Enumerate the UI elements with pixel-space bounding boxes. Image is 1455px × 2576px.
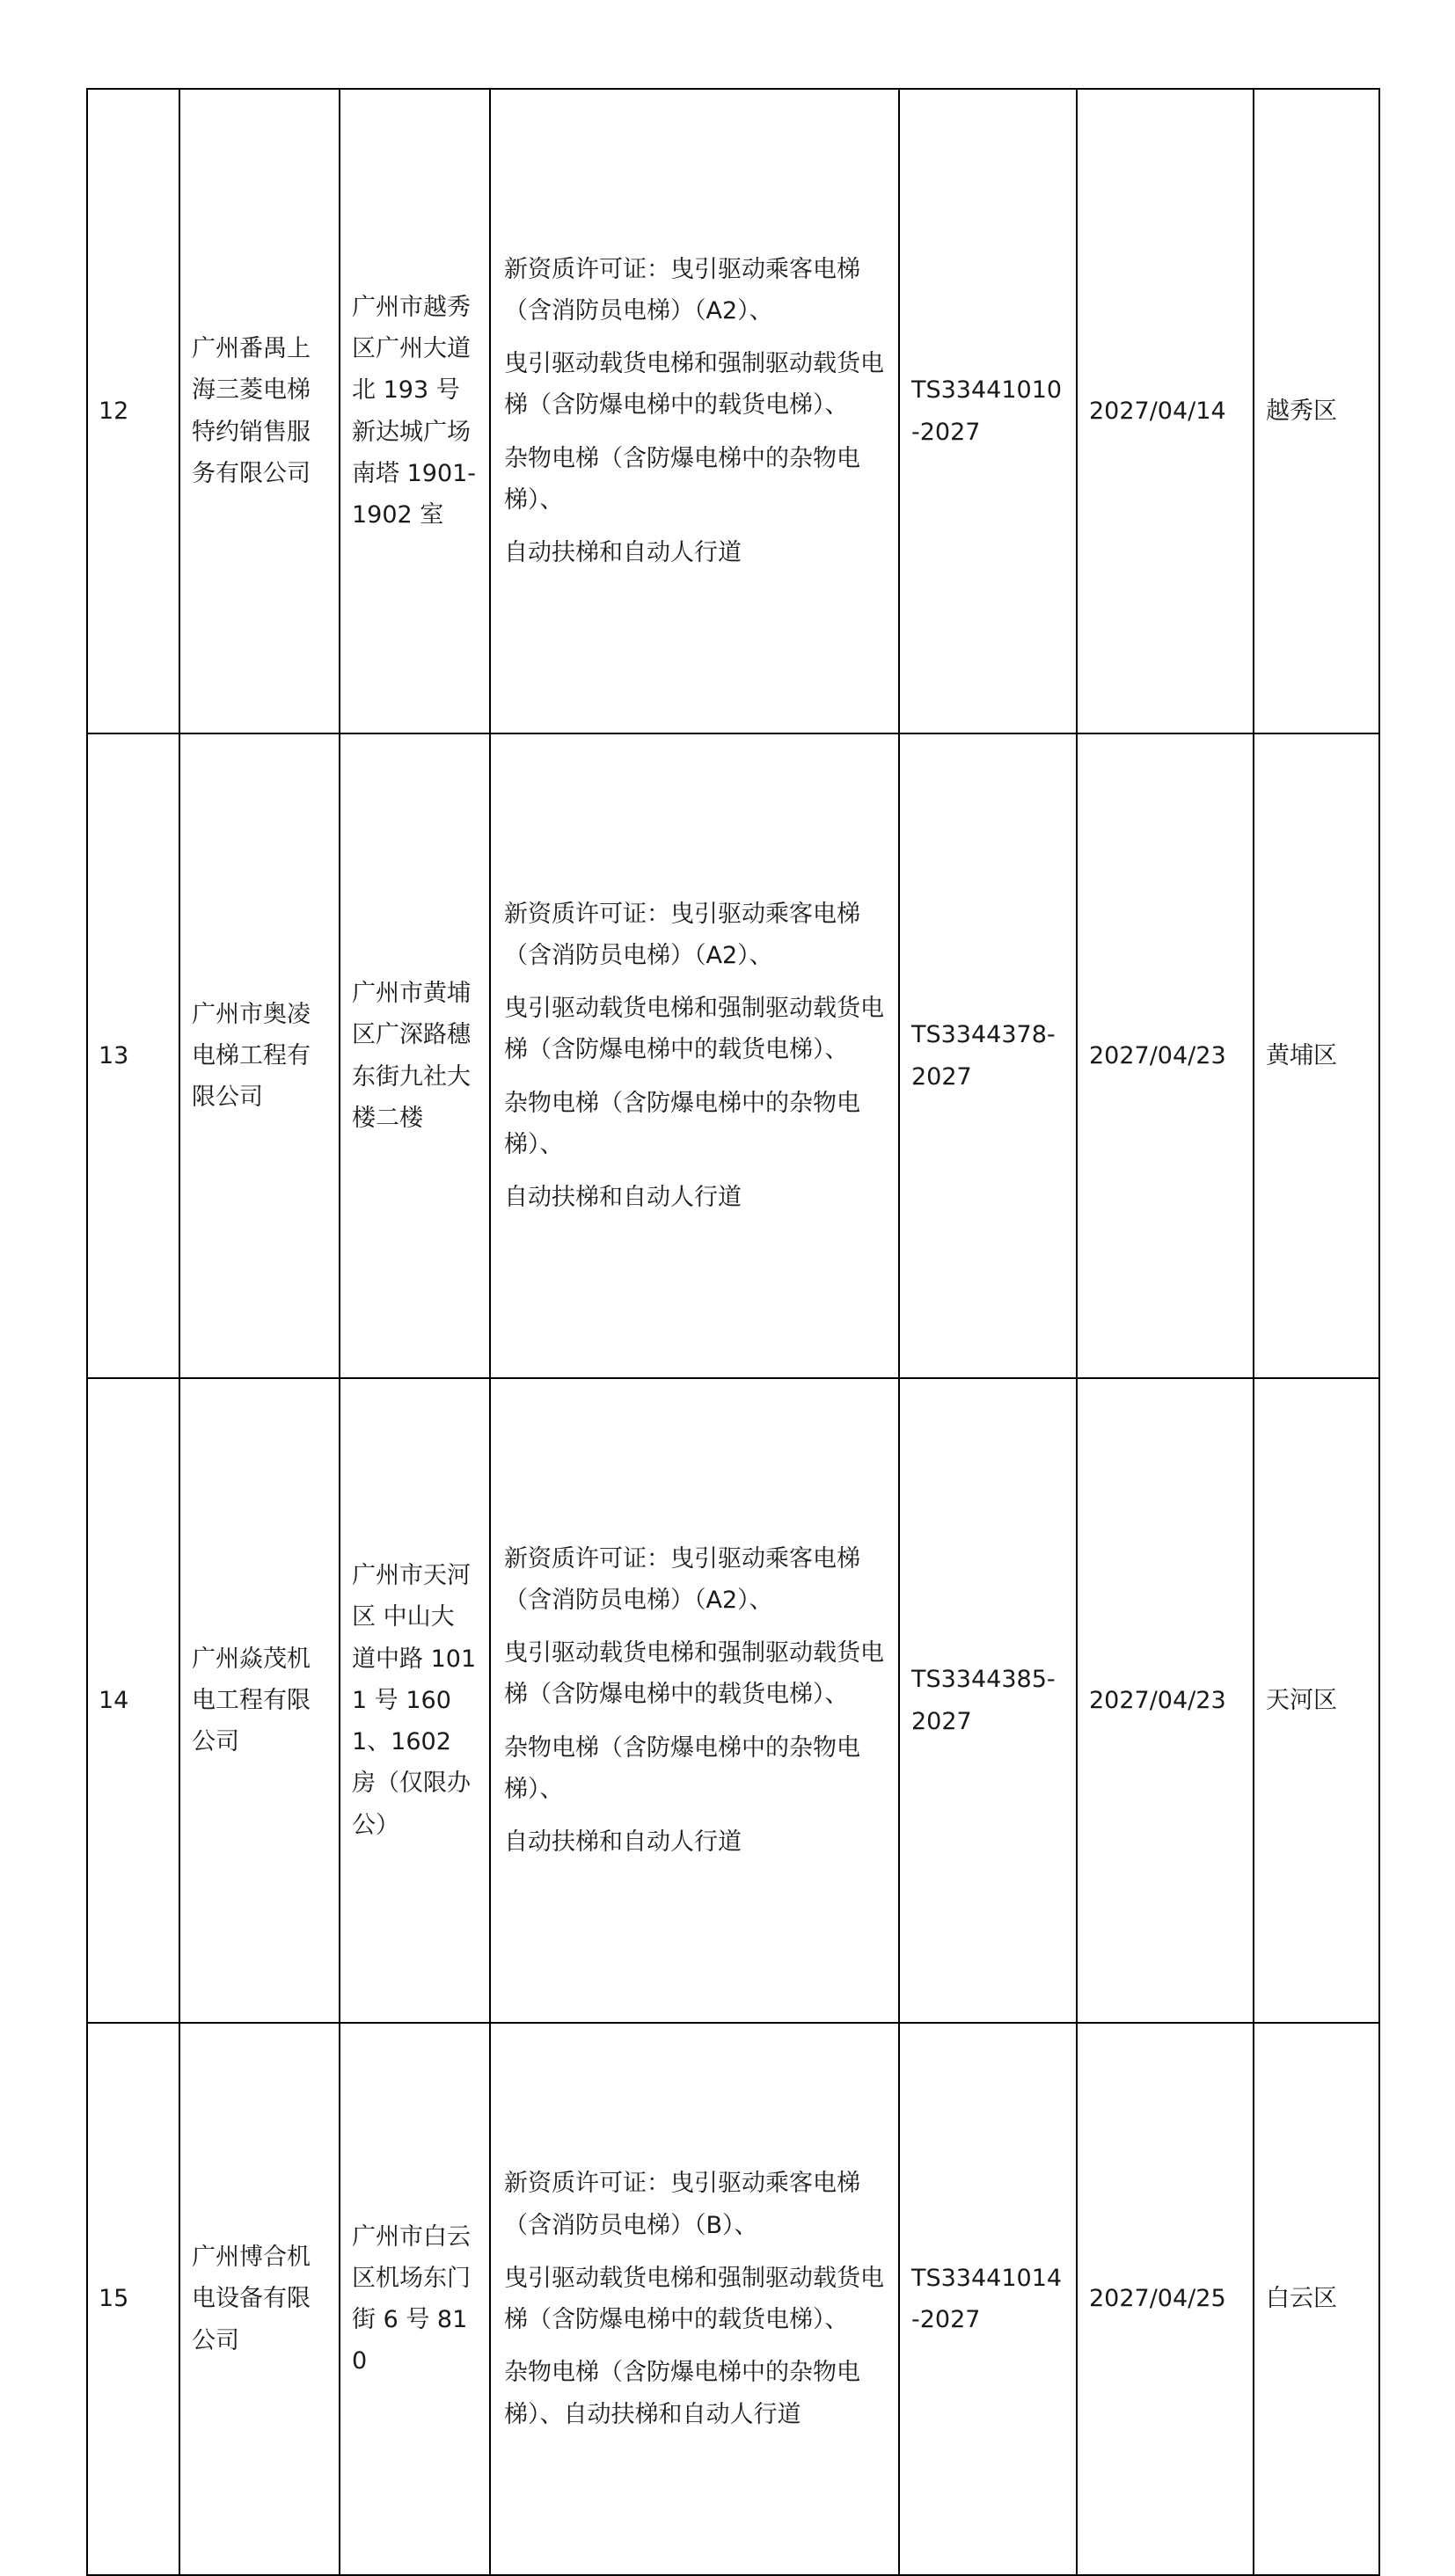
license-scope-item: 曳引驱动载货电梯和强制驱动载货电梯（含防爆电梯中的载货电梯）、 [504,1639,884,1709]
license-scope-item: 杂物电梯（含防爆电梯中的杂物电梯）、 [504,1733,860,1803]
district: 越秀区 [1254,89,1379,733]
table-body [87,89,1379,2575]
license-table [86,88,1380,2576]
company-address: 广州市白云区机场东门街 6 号 810 [340,2023,490,2575]
license-scope [490,1378,899,2023]
expiry-date: 2027/04/23 [1077,1378,1254,2023]
license-scope-item: 曳引驱动载货电梯和强制驱动载货电梯（含防爆电梯中的载货电梯）、 [504,2264,884,2333]
license-scope-item: 杂物电梯（含防爆电梯中的杂物电梯）、 [504,444,860,514]
company-name: 广州番禺上海三菱电梯特约销售服务有限公司 [179,89,340,733]
license-scope-item: 新资质许可证：曳引驱动乘客电梯（含消防员电梯）（B）、 [504,2170,860,2239]
license-scope-item: 自动扶梯和自动人行道 [504,539,742,567]
license-scope-item: 新资质许可证：曳引驱动乘客电梯（含消防员电梯）（A2）、 [504,255,860,325]
table-row [87,89,1379,733]
table-row [87,1378,1379,2023]
license-scope-item: 杂物电梯（含防爆电梯中的杂物电梯）、 [504,1089,860,1158]
certificate-number: TS3344378-2027 [899,733,1077,1378]
certificate-number: TS33441014-2027 [899,2023,1077,2575]
company-name: 广州市奥凌电梯工程有限公司 [179,733,340,1378]
row-number: 13 [87,733,179,1378]
company-address: 广州市越秀区广州大道北 193 号新达城广场南塔 1901-1902 室 [340,89,490,733]
table-row [87,733,1379,1378]
district: 黄埔区 [1254,733,1379,1378]
expiry-date: 2027/04/25 [1077,2023,1254,2575]
certificate-number: TS3344385-2027 [899,1378,1077,2023]
company-address: 广州市天河区 中山大道中路 1011 号 1601、1602 房（仅限办公） [340,1378,490,2023]
company-address: 广州市黄埔区广深路穗东街九社大楼二楼 [340,733,490,1378]
license-scope [490,733,899,1378]
license-scope [490,89,899,733]
license-scope-item: 新资质许可证：曳引驱动乘客电梯（含消防员电梯）（A2）、 [504,1544,860,1614]
table-row [87,2023,1379,2575]
license-scope-item: 曳引驱动载货电梯和强制驱动载货电梯（含防爆电梯中的载货电梯）、 [504,350,884,420]
expiry-date: 2027/04/23 [1077,733,1254,1378]
license-scope-item: 新资质许可证：曳引驱动乘客电梯（含消防员电梯）（A2）、 [504,900,860,969]
expiry-date: 2027/04/14 [1077,89,1254,733]
license-scope-item: 自动扶梯和自动人行道 [504,1184,742,1212]
certificate-number: TS33441010-2027 [899,89,1077,733]
row-number: 12 [87,89,179,733]
company-name: 广州焱茂机电工程有限公司 [179,1378,340,2023]
row-number: 15 [87,2023,179,2575]
district: 白云区 [1254,2023,1379,2575]
license-scope-item: 杂物电梯（含防爆电梯中的杂物电梯）、自动扶梯和自动人行道 [504,2359,860,2428]
row-number: 14 [87,1378,179,2023]
license-scope-item: 自动扶梯和自动人行道 [504,1828,742,1857]
company-name: 广州博合机电设备有限公司 [179,2023,340,2575]
license-scope-item: 曳引驱动载货电梯和强制驱动载货电梯（含防爆电梯中的载货电梯）、 [504,995,884,1064]
license-scope [490,2023,899,2575]
district: 天河区 [1254,1378,1379,2023]
